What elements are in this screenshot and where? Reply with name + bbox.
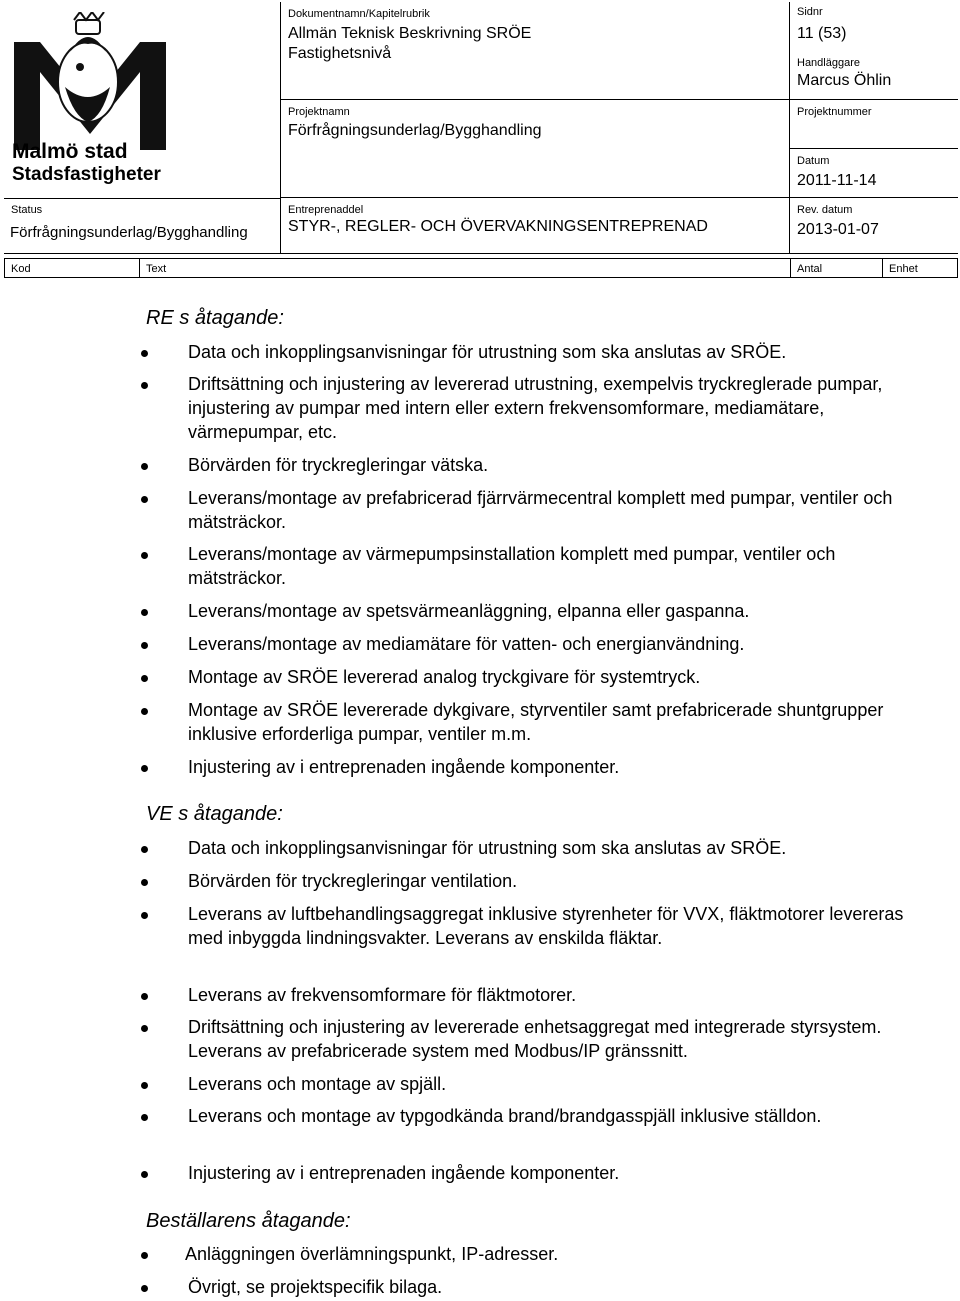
bullet-icon (141, 846, 148, 853)
doc-line1: Allmän Teknisk Beskrivning SRÖE (288, 25, 532, 42)
col-header-kod (4, 258, 139, 278)
cell-project-number (789, 100, 958, 149)
handler-value: Marcus Öhlin (797, 72, 892, 89)
cell-status (4, 198, 280, 254)
bullet-icon (141, 642, 148, 649)
cell-doc-name (280, 2, 789, 100)
bullet-icon (141, 463, 148, 470)
projnum-label: Projektnummer (797, 106, 872, 118)
bullet-icon (141, 993, 148, 1000)
handler-label: Handläggare (797, 57, 860, 69)
bullet-icon (141, 1025, 148, 1032)
bullet-icon (141, 552, 148, 559)
bullet-icon (141, 382, 148, 389)
doc-line2: Fastighetsnivå (288, 45, 392, 62)
col-enhet-label: Enhet (889, 263, 918, 275)
cell-project-name (280, 100, 789, 198)
col-header-enhet (882, 258, 958, 278)
col-antal-label: Antal (797, 263, 823, 275)
logo-text-stadsfastigheter: Stadsfastigheter (12, 164, 161, 185)
malmo-stad-logo (4, 2, 274, 198)
bullet-icon (141, 879, 148, 886)
document-header (4, 2, 958, 278)
col-kod-label: Kod (11, 263, 31, 275)
logo-text-malmo: Malmö stad (12, 140, 128, 163)
section-title-ve: VE s åtagande: (146, 803, 283, 825)
bullet-icon (141, 1171, 148, 1178)
col-text-label: Text (146, 263, 167, 275)
date-label: Datum (797, 155, 830, 167)
revdate-label: Rev. datum (797, 204, 853, 216)
bullet-icon (141, 609, 148, 616)
col-header-antal (790, 258, 882, 278)
entrep-value: STYR-, REGLER- OCH ÖVERVAKNINGSENTREPRENAD (288, 218, 708, 235)
bullet-icon (141, 765, 148, 772)
bullet-icon (141, 708, 148, 715)
status-value: Förfrågningsunderlag/Bygghandling (10, 224, 248, 241)
revdate-value: 2013-01-07 (797, 221, 879, 238)
bullet-icon (141, 912, 148, 919)
project-label: Projektnamn (288, 106, 350, 118)
page-label: Sidnr (797, 6, 823, 18)
section-title-bestallare: Beställarens åtagande: (146, 1210, 351, 1232)
page-value: 11 (53) (797, 25, 847, 42)
section-title-re: RE s åtagande: (146, 307, 284, 329)
cell-date (789, 149, 958, 198)
cell-rev-date (789, 198, 958, 254)
bullet-icon (141, 1252, 148, 1259)
bullet-icon (141, 496, 148, 503)
entrep-label: Entreprenaddel (288, 204, 364, 216)
col-header-text (139, 258, 790, 278)
cell-page-handler (789, 2, 958, 100)
status-label: Status (11, 204, 43, 216)
bullet-icon (141, 675, 148, 682)
bullet-icon (141, 1285, 148, 1292)
bullet-icon (141, 350, 148, 357)
cell-entreprenaddel (280, 198, 789, 254)
project-value: Förfrågningsunderlag/Bygghandling (288, 122, 542, 139)
bullet-icon (141, 1114, 148, 1121)
date-value: 2011-11-14 (797, 172, 877, 189)
doc-label: Dokumentnamn/Kapitelrubrik (288, 8, 430, 20)
bullet-icon (141, 1082, 148, 1089)
